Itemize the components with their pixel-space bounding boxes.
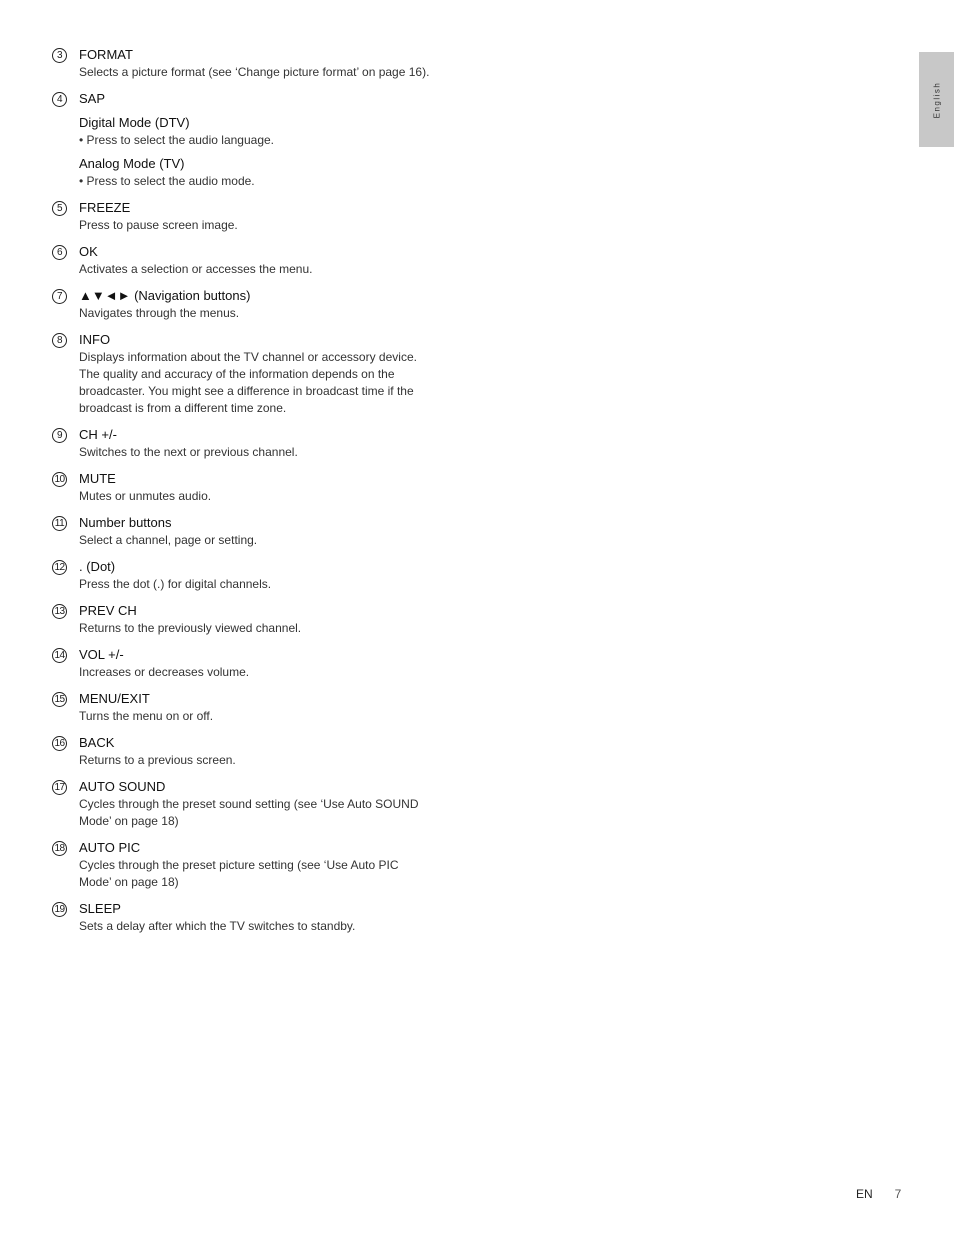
language-tab-label: English: [932, 81, 941, 118]
page-footer: [856, 1187, 901, 1201]
item-number-badge: 5: [52, 201, 67, 216]
item-title: OK: [79, 244, 98, 259]
remote-button-list: [52, 46, 452, 944]
item-description: Displays information about the TV channel or accessory device.: [79, 350, 417, 364]
item-title: Number buttons: [79, 515, 172, 530]
list-item: [52, 90, 452, 190]
item-subsection: [79, 114, 452, 149]
item-title: AUTO SOUND: [79, 779, 166, 794]
item-description: Switches to the next or previous channel.: [79, 445, 298, 459]
item-description: The quality and accuracy of the information depends on the: [79, 367, 395, 381]
item-number-badge: 13: [52, 604, 67, 619]
item-description: Selects a picture format (see ‘Change picture format’ on page 16).: [79, 65, 430, 79]
list-item: [52, 331, 452, 417]
item-title: MENU/EXIT: [79, 691, 150, 706]
list-item: [52, 558, 452, 593]
list-item: [52, 646, 452, 681]
list-item: [52, 199, 452, 234]
item-title: FREEZE: [79, 200, 131, 215]
item-description: Press to pause screen image.: [79, 218, 238, 232]
item-description: Press the dot (.) for digital channels.: [79, 577, 272, 591]
item-title: SLEEP: [79, 901, 121, 916]
list-item: [52, 900, 452, 935]
item-number-badge: 10: [52, 472, 67, 487]
list-item: [52, 602, 452, 637]
list-item: [52, 46, 452, 81]
item-description: Cycles through the preset picture setting (see ‘Use Auto PIC: [79, 858, 399, 872]
list-item: [52, 778, 452, 830]
item-description: Navigates through the menus.: [79, 306, 240, 320]
list-item: [52, 839, 452, 891]
list-item: [52, 690, 452, 725]
subsection-description: • Press to select the audio language.: [79, 133, 274, 147]
item-description: Activates a selection or accesses the menu.: [79, 262, 313, 276]
item-description: Sets a delay after which the TV switches to standby.: [79, 919, 356, 933]
item-number-badge: 14: [52, 648, 67, 663]
item-number-badge: 6: [52, 245, 67, 260]
item-description: broadcast is from a different time zone.: [79, 401, 287, 415]
item-description: Cycles through the preset sound setting (see ‘Use Auto SOUND: [79, 797, 419, 811]
item-description: Mode’ on page 18): [79, 814, 179, 828]
footer-lang-code: EN: [856, 1187, 873, 1201]
item-number-badge: 8: [52, 333, 67, 348]
subsection-title: Digital Mode (DTV): [79, 115, 190, 130]
item-description: Returns to the previously viewed channel.: [79, 621, 302, 635]
item-number-badge: 15: [52, 692, 67, 707]
item-number-badge: 16: [52, 736, 67, 751]
item-number-badge: 7: [52, 289, 67, 304]
subsection-description: • Press to select the audio mode.: [79, 174, 255, 188]
item-number-badge: 9: [52, 428, 67, 443]
item-title: INFO: [79, 332, 111, 347]
item-title: FORMAT: [79, 47, 133, 62]
item-subsection: [79, 155, 452, 190]
item-description: Select a channel, page or setting.: [79, 533, 258, 547]
item-title: SAP: [79, 91, 106, 106]
item-title: AUTO PIC: [79, 840, 141, 855]
item-number-badge: 19: [52, 902, 67, 917]
item-title: VOL +/-: [79, 647, 124, 662]
item-title: PREV CH: [79, 603, 137, 618]
item-number-badge: 3: [52, 48, 67, 63]
item-description: Increases or decreases volume.: [79, 665, 250, 679]
item-title: ▲▼◄► (Navigation buttons): [79, 288, 251, 303]
item-number-badge: 17: [52, 780, 67, 795]
item-title: CH +/-: [79, 427, 117, 442]
item-description: Mutes or unmutes audio.: [79, 489, 212, 503]
item-description: broadcaster. You might see a difference in broadcast time if the: [79, 384, 414, 398]
list-item: [52, 243, 452, 278]
item-title: BACK: [79, 735, 115, 750]
language-tab: [919, 52, 954, 147]
list-item: [52, 287, 452, 322]
item-number-badge: 4: [52, 92, 67, 107]
list-item: [52, 514, 452, 549]
page-number: 7: [894, 1187, 902, 1201]
item-description: Turns the menu on or off.: [79, 709, 214, 723]
list-item: [52, 734, 452, 769]
item-title: . (Dot): [79, 559, 116, 574]
item-description: Returns to a previous screen.: [79, 753, 236, 767]
item-number-badge: 18: [52, 841, 67, 856]
subsection-title: Analog Mode (TV): [79, 156, 185, 171]
item-title: MUTE: [79, 471, 116, 486]
item-description: Mode’ on page 18): [79, 875, 179, 889]
list-item: [52, 426, 452, 461]
item-number-badge: 12: [52, 560, 67, 575]
item-number-badge: 11: [52, 516, 67, 531]
list-item: [52, 470, 452, 505]
